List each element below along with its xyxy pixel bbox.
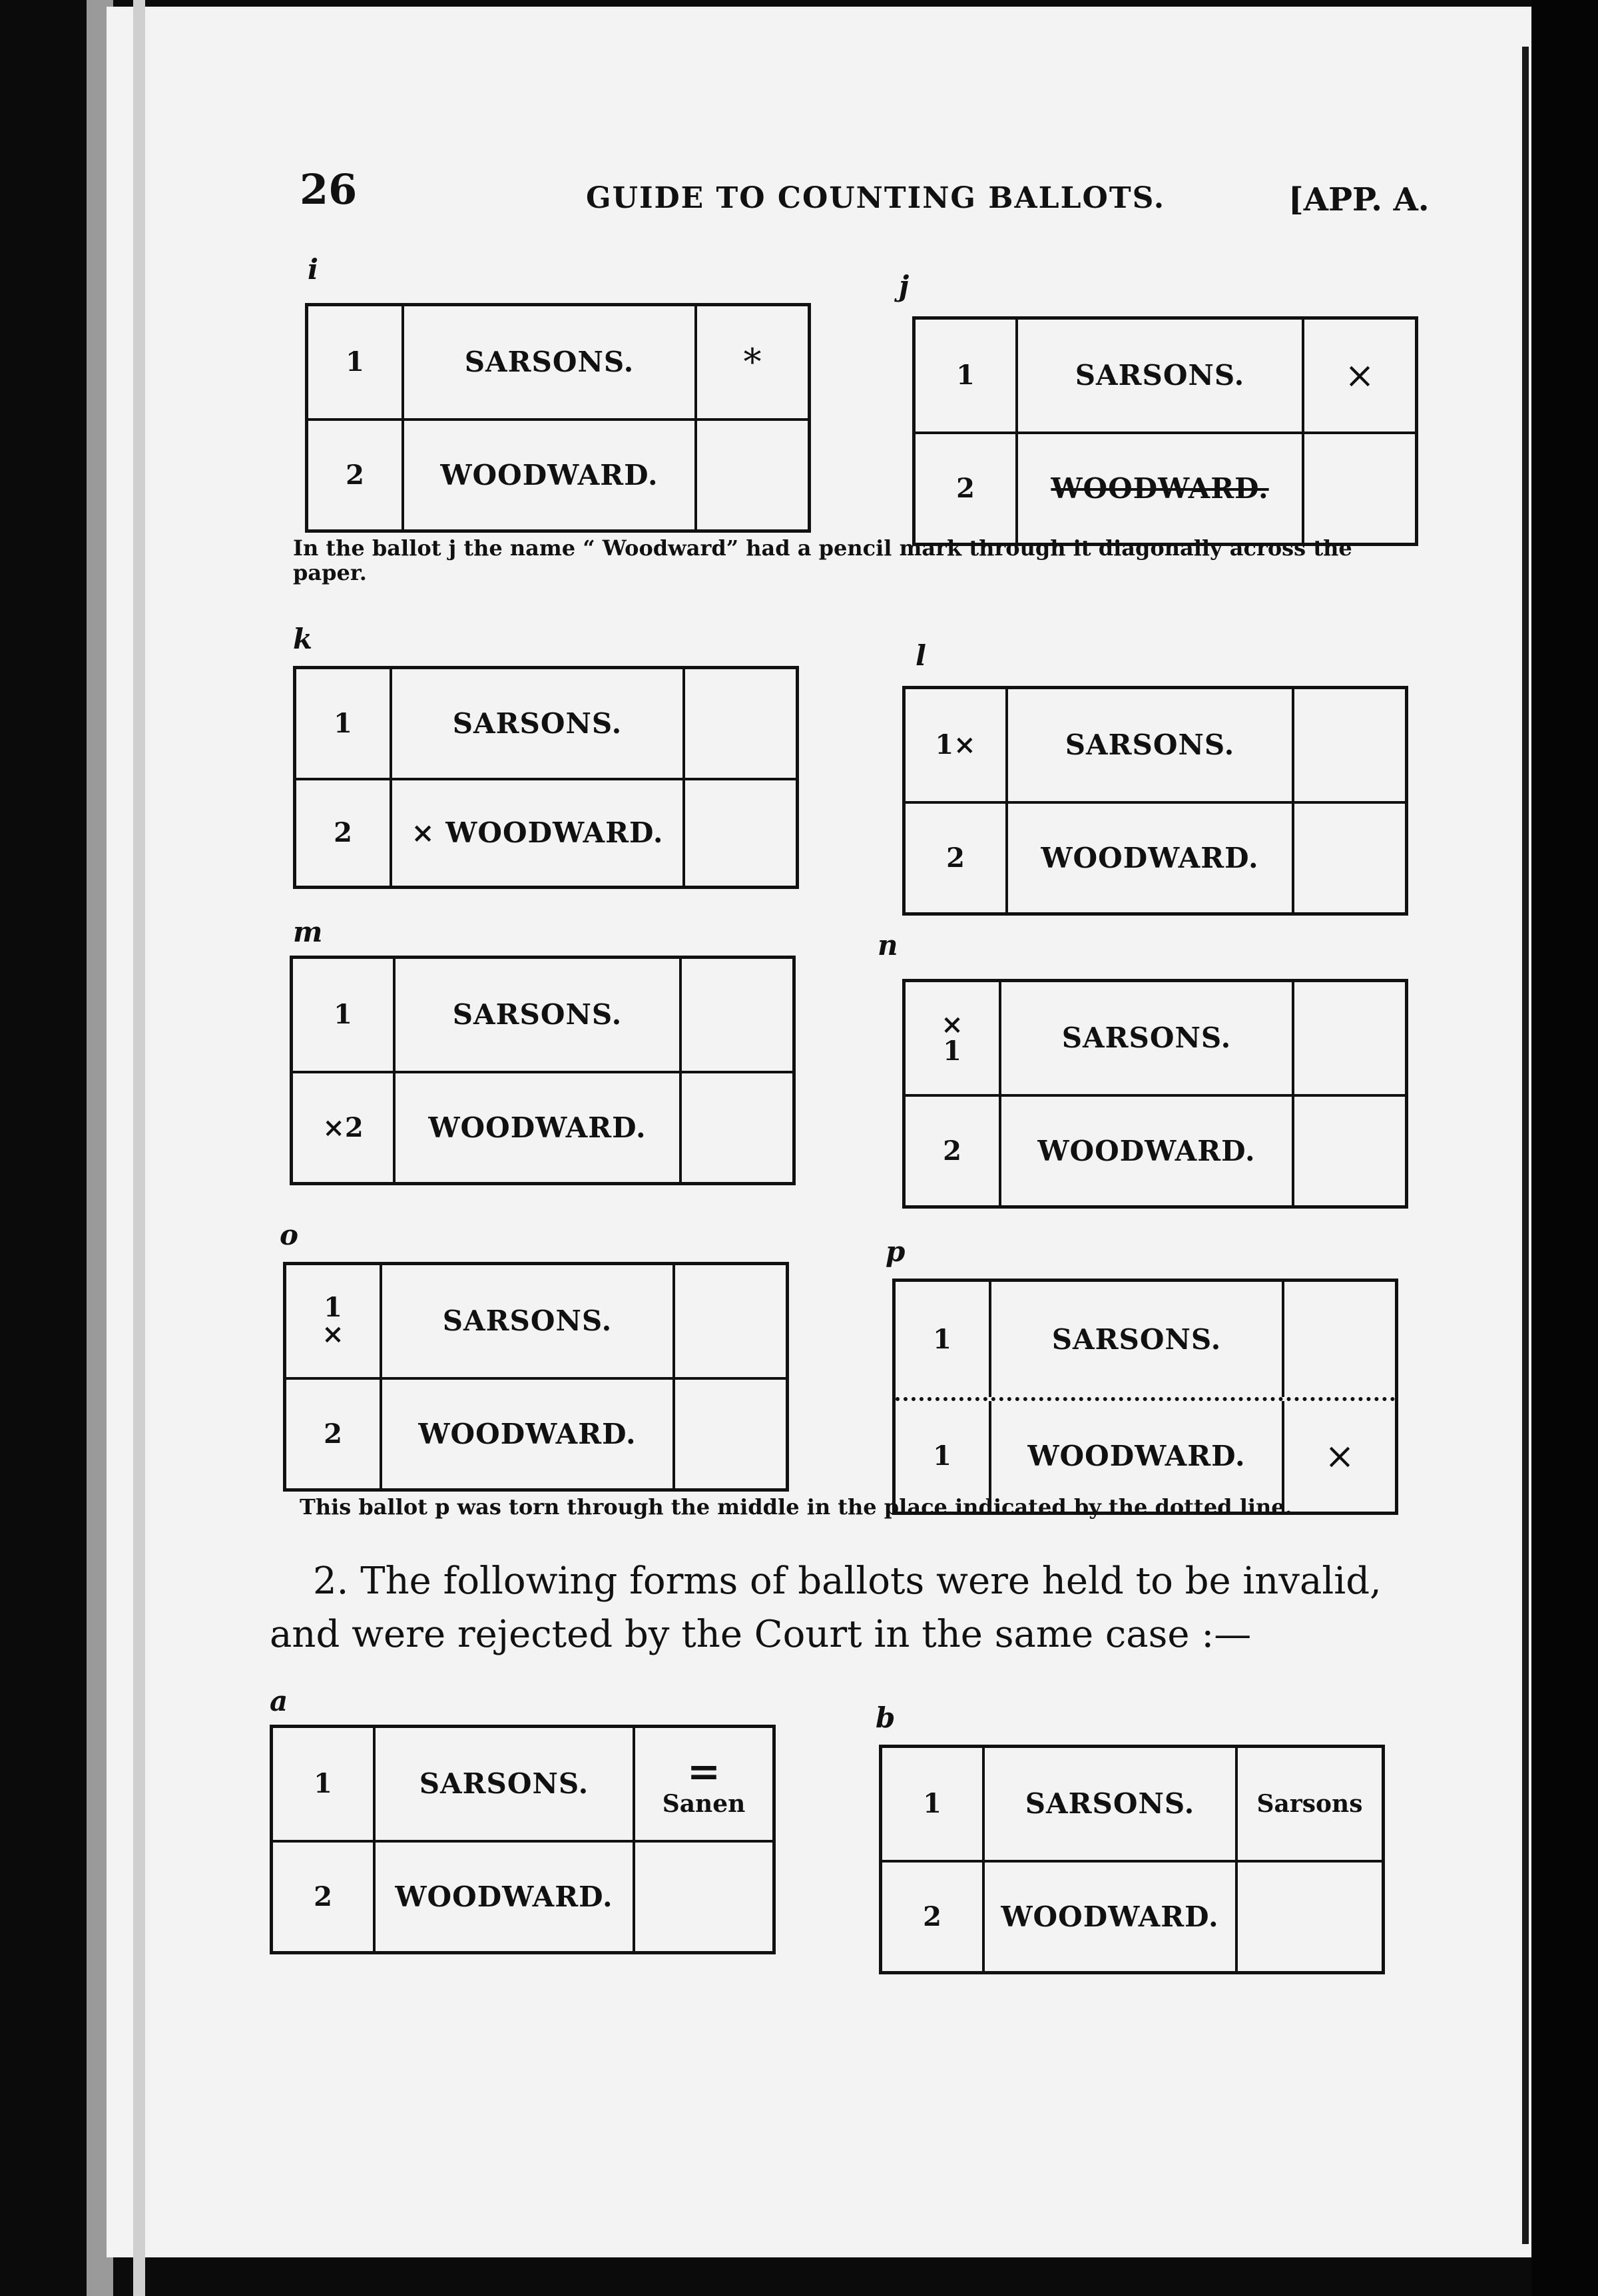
ballot-number-digit: 1: [943, 1035, 961, 1067]
voter-mark: [1292, 689, 1405, 801]
candidate-name: SARSONS.: [1005, 689, 1292, 801]
candidate-name: SARSONS.: [380, 1265, 672, 1377]
ballot-number: 2: [923, 1900, 941, 1932]
voter-mark: [672, 1380, 786, 1489]
ballot-number: 1: [314, 1768, 332, 1800]
page-number: 26: [300, 165, 358, 214]
ballot-number: 1: [923, 1788, 941, 1820]
written-name: Sanen: [662, 1789, 746, 1818]
voter-mark: [1292, 804, 1405, 913]
ballot-number: 2: [956, 472, 975, 504]
ballot-l: [902, 686, 1408, 916]
voter-mark: [682, 780, 796, 886]
paragraph-line-1: 2. The following forms of ballots were held to be invalid,: [313, 1560, 1382, 1603]
page-gutter: [133, 0, 145, 2296]
candidate-name: SARSONS.: [390, 669, 682, 778]
ballot-number: 1: [334, 707, 352, 739]
ballot-label-i: i: [308, 253, 318, 286]
voter-mark: [679, 1073, 792, 1183]
voter-mark: [1302, 434, 1415, 543]
candidate-name: WOODWARD.: [1005, 804, 1292, 913]
ballot-number-digit: 1: [324, 1291, 342, 1323]
candidate-name: SARSONS.: [1015, 320, 1302, 431]
ballot-n: [902, 979, 1408, 1209]
candidate-name: SARSONS.: [373, 1728, 633, 1840]
ballot-label-n: n: [878, 929, 898, 962]
ballot-number: 1: [956, 360, 975, 392]
ballot-number: [906, 982, 999, 1094]
ballot-label-p: p: [886, 1235, 906, 1268]
ballot-label-j: j: [899, 270, 910, 302]
ballot-m: [290, 956, 796, 1185]
scan-background: [1531, 0, 1598, 2296]
ballot-number: 2: [334, 817, 352, 849]
candidate-name: SARSONS.: [401, 306, 694, 418]
candidate-name: WOODWARD.: [999, 1097, 1292, 1206]
ballot-k: [293, 666, 799, 889]
candidate-name: WOODWARD.: [380, 1380, 672, 1489]
candidate-name-struck: WOODWARD.: [1015, 434, 1302, 543]
running-title: GUIDE TO COUNTING BALLOTS.: [586, 181, 1166, 215]
ballot-label-k: k: [293, 623, 313, 655]
voter-mark: [1292, 1097, 1405, 1206]
page-edge-line: [1522, 47, 1529, 2244]
ballot-number: ×2: [322, 1111, 364, 1143]
candidate-name: SARSONS.: [989, 1282, 1282, 1397]
voter-mark: [1282, 1282, 1395, 1397]
ballot-p: [892, 1279, 1398, 1515]
equals-mark: =: [686, 1748, 721, 1795]
ballot-number: 2: [324, 1418, 342, 1450]
candidate-name: SARSONS.: [999, 982, 1292, 1094]
ballot-i: [305, 303, 811, 533]
section-marker: [APP. A.: [1288, 181, 1430, 218]
candidate-name: WOODWARD.: [982, 1863, 1235, 1972]
voter-mark: [633, 1728, 772, 1840]
voter-mark: [682, 669, 796, 778]
candidate-name: SARSONS.: [982, 1748, 1235, 1860]
voter-mark: [633, 1843, 772, 1952]
voter-mark: *: [694, 306, 808, 418]
voter-mark: [672, 1265, 786, 1377]
candidate-name: WOODWARD.: [401, 421, 694, 530]
ballot-label-m: m: [293, 916, 323, 948]
ballot-label-a: a: [270, 1685, 288, 1717]
voter-mark: [694, 421, 808, 530]
candidate-name: SARSONS.: [393, 959, 679, 1071]
ballot-label-b: b: [876, 1701, 896, 1734]
voter-mark: ×: [1302, 320, 1415, 431]
voter-mark: ×: [941, 1008, 963, 1040]
voter-mark: ×: [322, 1318, 344, 1350]
ballot-number: 1: [933, 1440, 951, 1472]
ballot-number: 2: [946, 842, 965, 874]
voter-mark: [1235, 1863, 1382, 1972]
ballot-number: 1×: [935, 729, 976, 761]
ballot-number: 1: [346, 346, 364, 378]
ballot-number: 2: [346, 459, 364, 491]
ballot-number: 2: [943, 1135, 961, 1167]
ballot-label-l: l: [916, 639, 926, 672]
ballot-j: [912, 316, 1418, 546]
ballot-number: [286, 1265, 380, 1377]
ballot-label-o: o: [280, 1219, 299, 1251]
ballot-number: 2: [314, 1880, 332, 1912]
ballot-j-note: In the ballot j the name “ Woodward” had a pencil mark through it diagonally across the paper.: [293, 535, 1352, 585]
ballot-o: [283, 1262, 789, 1492]
voter-mark: ×: [1282, 1401, 1395, 1512]
ballot-b: [879, 1745, 1385, 1974]
candidate-name: WOODWARD.: [989, 1401, 1282, 1512]
voter-mark: [1292, 982, 1405, 1094]
candidate-name: × WOODWARD.: [390, 780, 682, 886]
candidate-name: WOODWARD.: [373, 1843, 633, 1952]
voter-mark: [679, 959, 792, 1071]
candidate-name: WOODWARD.: [393, 1073, 679, 1183]
ballot-p-note: This ballot p was torn through the middle in the place indicated by the dotted line.: [300, 1494, 1292, 1520]
ballot-a: [270, 1725, 776, 1954]
ballot-number: 1: [933, 1323, 951, 1355]
written-name: Sarsons: [1235, 1748, 1382, 1860]
ballot-number: 1: [334, 999, 352, 1031]
paragraph-line-2: and were rejected by the Court in the same case :—: [270, 1613, 1252, 1656]
